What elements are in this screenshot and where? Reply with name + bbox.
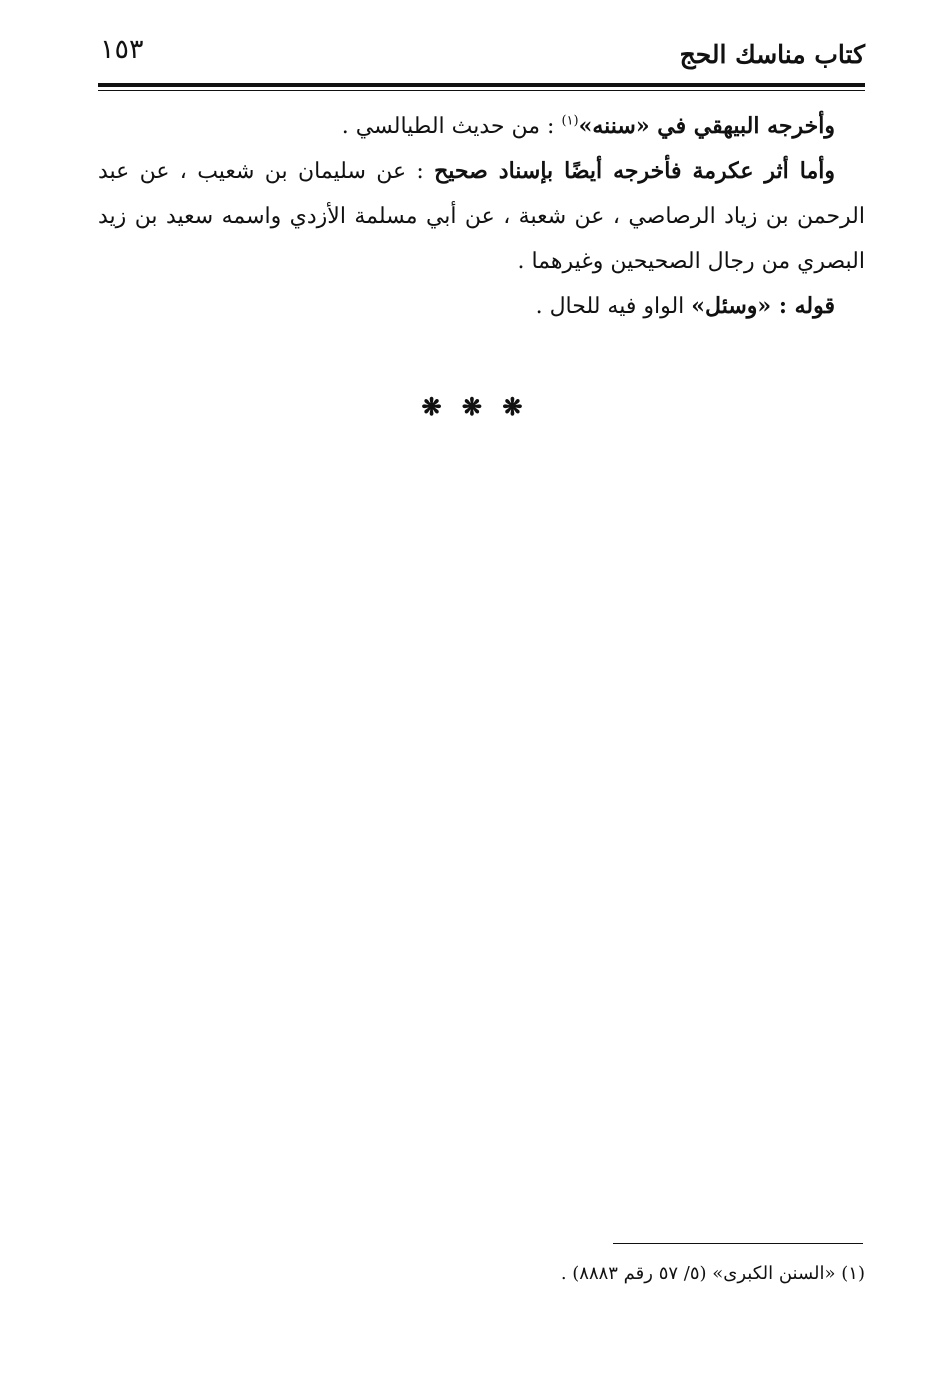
paragraph-1-lead: وأخرجه البيهقي في «سننه» <box>578 113 835 139</box>
footnote-1: (١) «السنن الكبرى» (٥/ ٥٧ رقم ٨٨٨٣) . <box>560 1263 865 1284</box>
main-text <box>98 104 865 329</box>
paragraph-3-lead: قوله : <box>778 293 835 319</box>
page-header <box>98 30 865 86</box>
paragraph-3 <box>98 284 865 329</box>
paragraph-3-rest: الواو فيه للحال . <box>535 294 692 319</box>
paragraph-2 <box>98 149 865 284</box>
page-number: ١٥٣ <box>100 34 144 65</box>
paragraph-2-lead: وأما أثر عكرمة فأخرجه أيضًا بإسناد صحيح <box>434 158 835 184</box>
header-rule-thin <box>98 90 865 91</box>
header-rule-thick <box>98 83 865 87</box>
footnote-ref-1: (١) <box>561 113 579 129</box>
book-title: كتاب مناسك الحج <box>679 40 865 69</box>
footnote-rule <box>613 1243 863 1244</box>
section-separator: ❋ ❋ ❋ <box>421 392 529 421</box>
paragraph-2-rest: : عن سليمان بن شعيب ، عن عبد الرحمن بن زياد الرصاصي ، عن شعبة ، عن أبي مسلمة الأزدي واسمه سعيد بن زيد البصري من رجال الصحيحين وغيرهما . <box>98 159 865 274</box>
paragraph-1 <box>98 104 865 149</box>
paragraph-3-quote: «وسئل» <box>691 293 779 319</box>
paragraph-1-rest: : من حديث الطيالسي . <box>341 114 562 139</box>
